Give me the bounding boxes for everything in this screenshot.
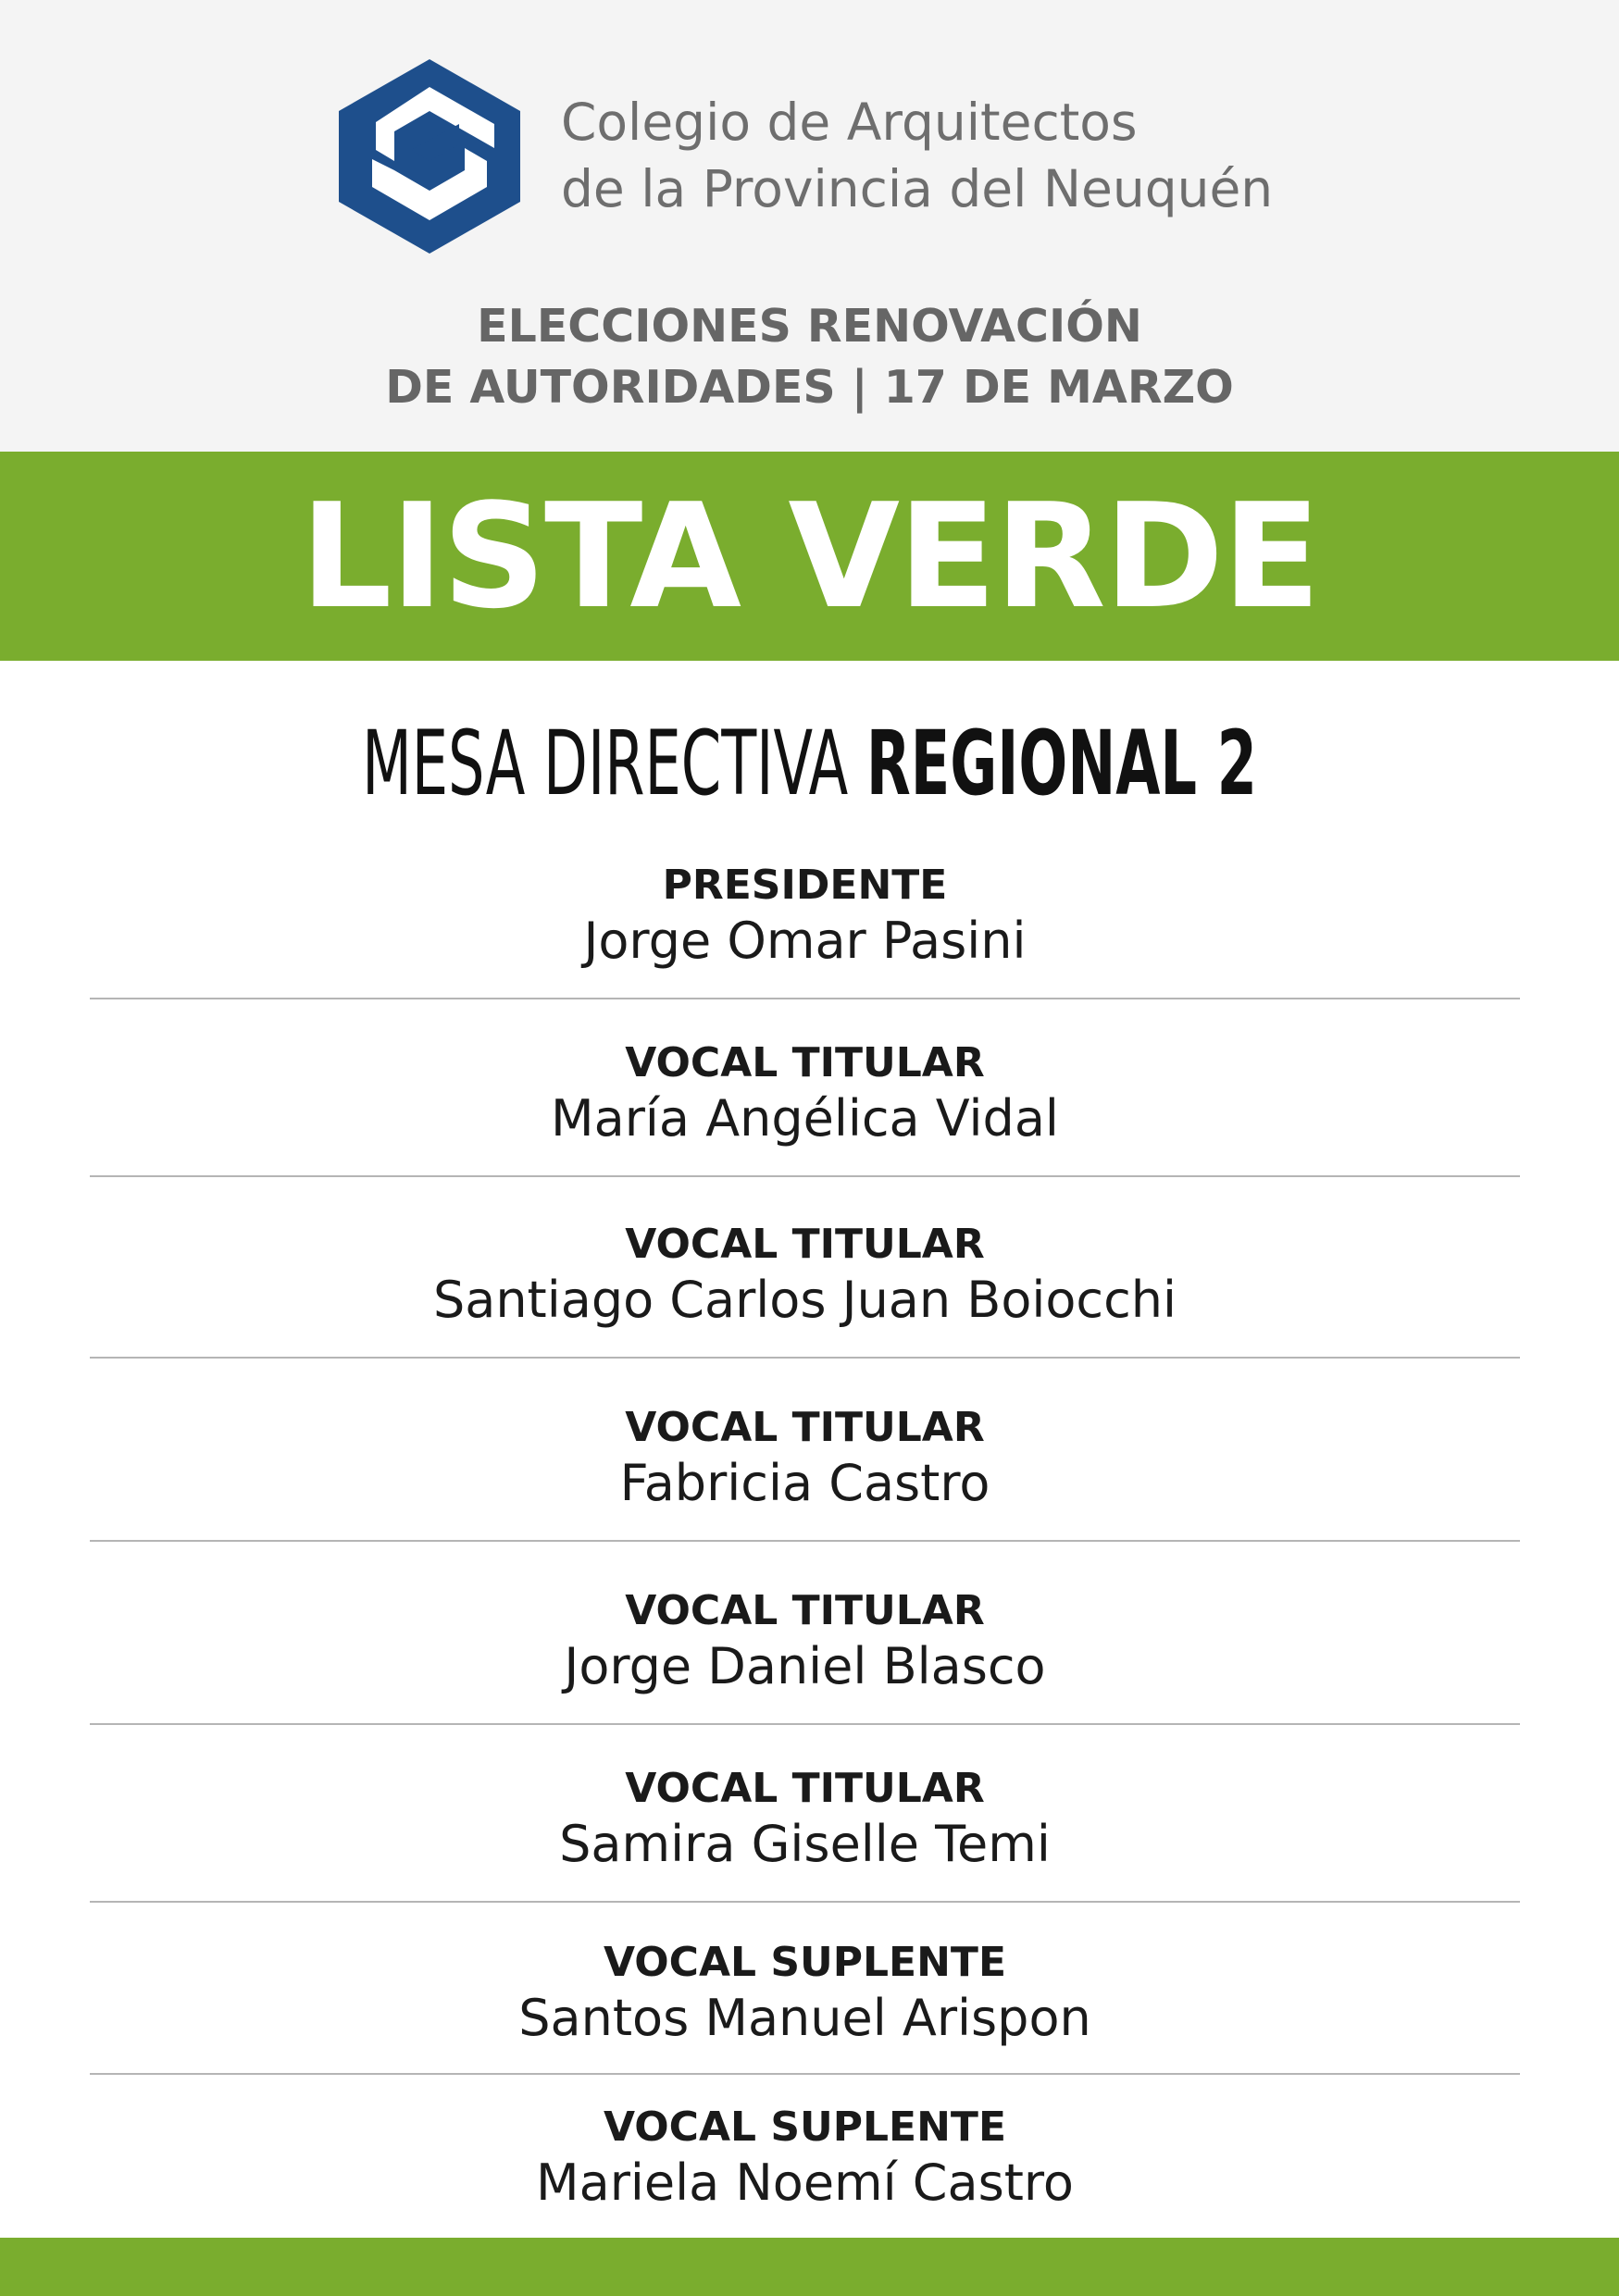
candidate-name: Fabricia Castro bbox=[619, 1454, 990, 1512]
candidate-name: Santos Manuel Arispon bbox=[518, 1989, 1091, 2047]
candidate-name: Mariela Noemí Castro bbox=[536, 2153, 1074, 2212]
colegio-arquitectos-logo-icon bbox=[339, 59, 520, 254]
election-heading-line-2: DE AUTORIDADES | 17 DE MARZO bbox=[385, 361, 1234, 414]
board-title-bold: REGIONAL 2 bbox=[866, 712, 1257, 815]
candidate-role: VOCAL TITULAR bbox=[625, 1765, 985, 1812]
divider bbox=[90, 2073, 1520, 2075]
candidate-role: VOCAL TITULAR bbox=[625, 1587, 985, 1634]
candidate-entry bbox=[90, 1038, 1520, 1149]
candidate-name: María Angélica Vidal bbox=[551, 1089, 1059, 1148]
candidate-name: Santiago Carlos Juan Boiocchi bbox=[432, 1271, 1177, 1329]
divider bbox=[90, 1357, 1520, 1359]
candidate-name: Samira Giselle Temi bbox=[559, 1815, 1051, 1873]
board-title-regular: MESA DIRECTIVA bbox=[362, 712, 849, 815]
divider bbox=[90, 998, 1520, 999]
candidate-role: VOCAL SUPLENTE bbox=[603, 1939, 1007, 1986]
candidate-entry bbox=[90, 861, 1520, 972]
divider bbox=[90, 1901, 1520, 1903]
candidate-role: VOCAL TITULAR bbox=[625, 1221, 985, 1268]
footer-band bbox=[0, 2238, 1619, 2296]
divider bbox=[90, 1175, 1520, 1177]
candidate-entry bbox=[90, 1764, 1520, 1875]
organization-name-line-2: de la Provincia del Neuquén bbox=[561, 159, 1274, 218]
candidate-role: VOCAL TITULAR bbox=[625, 1404, 985, 1451]
organization-name bbox=[561, 89, 1273, 222]
candidate-name: Jorge Daniel Blasco bbox=[564, 1637, 1046, 1695]
election-heading bbox=[0, 296, 1619, 418]
candidate-role: VOCAL TITULAR bbox=[625, 1039, 985, 1086]
candidate-entry bbox=[90, 1586, 1520, 1697]
divider bbox=[90, 1723, 1520, 1725]
header bbox=[0, 0, 1619, 452]
list-title: LISTA VERDE bbox=[300, 472, 1319, 640]
candidate-entry bbox=[90, 1220, 1520, 1331]
board-title bbox=[227, 708, 1392, 819]
candidate-role: PRESIDENTE bbox=[662, 862, 948, 909]
divider bbox=[90, 1540, 1520, 1542]
election-heading-line-1: ELECCIONES RENOVACIÓN bbox=[477, 300, 1142, 353]
organization-name-line-1: Colegio de Arquitectos bbox=[561, 93, 1138, 152]
candidate-role: VOCAL SUPLENTE bbox=[603, 2104, 1007, 2151]
candidate-name: Jorge Omar Pasini bbox=[583, 912, 1027, 970]
candidate-entry bbox=[90, 2103, 1520, 2214]
candidate-entry bbox=[90, 1938, 1520, 2049]
candidate-entry bbox=[90, 1403, 1520, 1514]
